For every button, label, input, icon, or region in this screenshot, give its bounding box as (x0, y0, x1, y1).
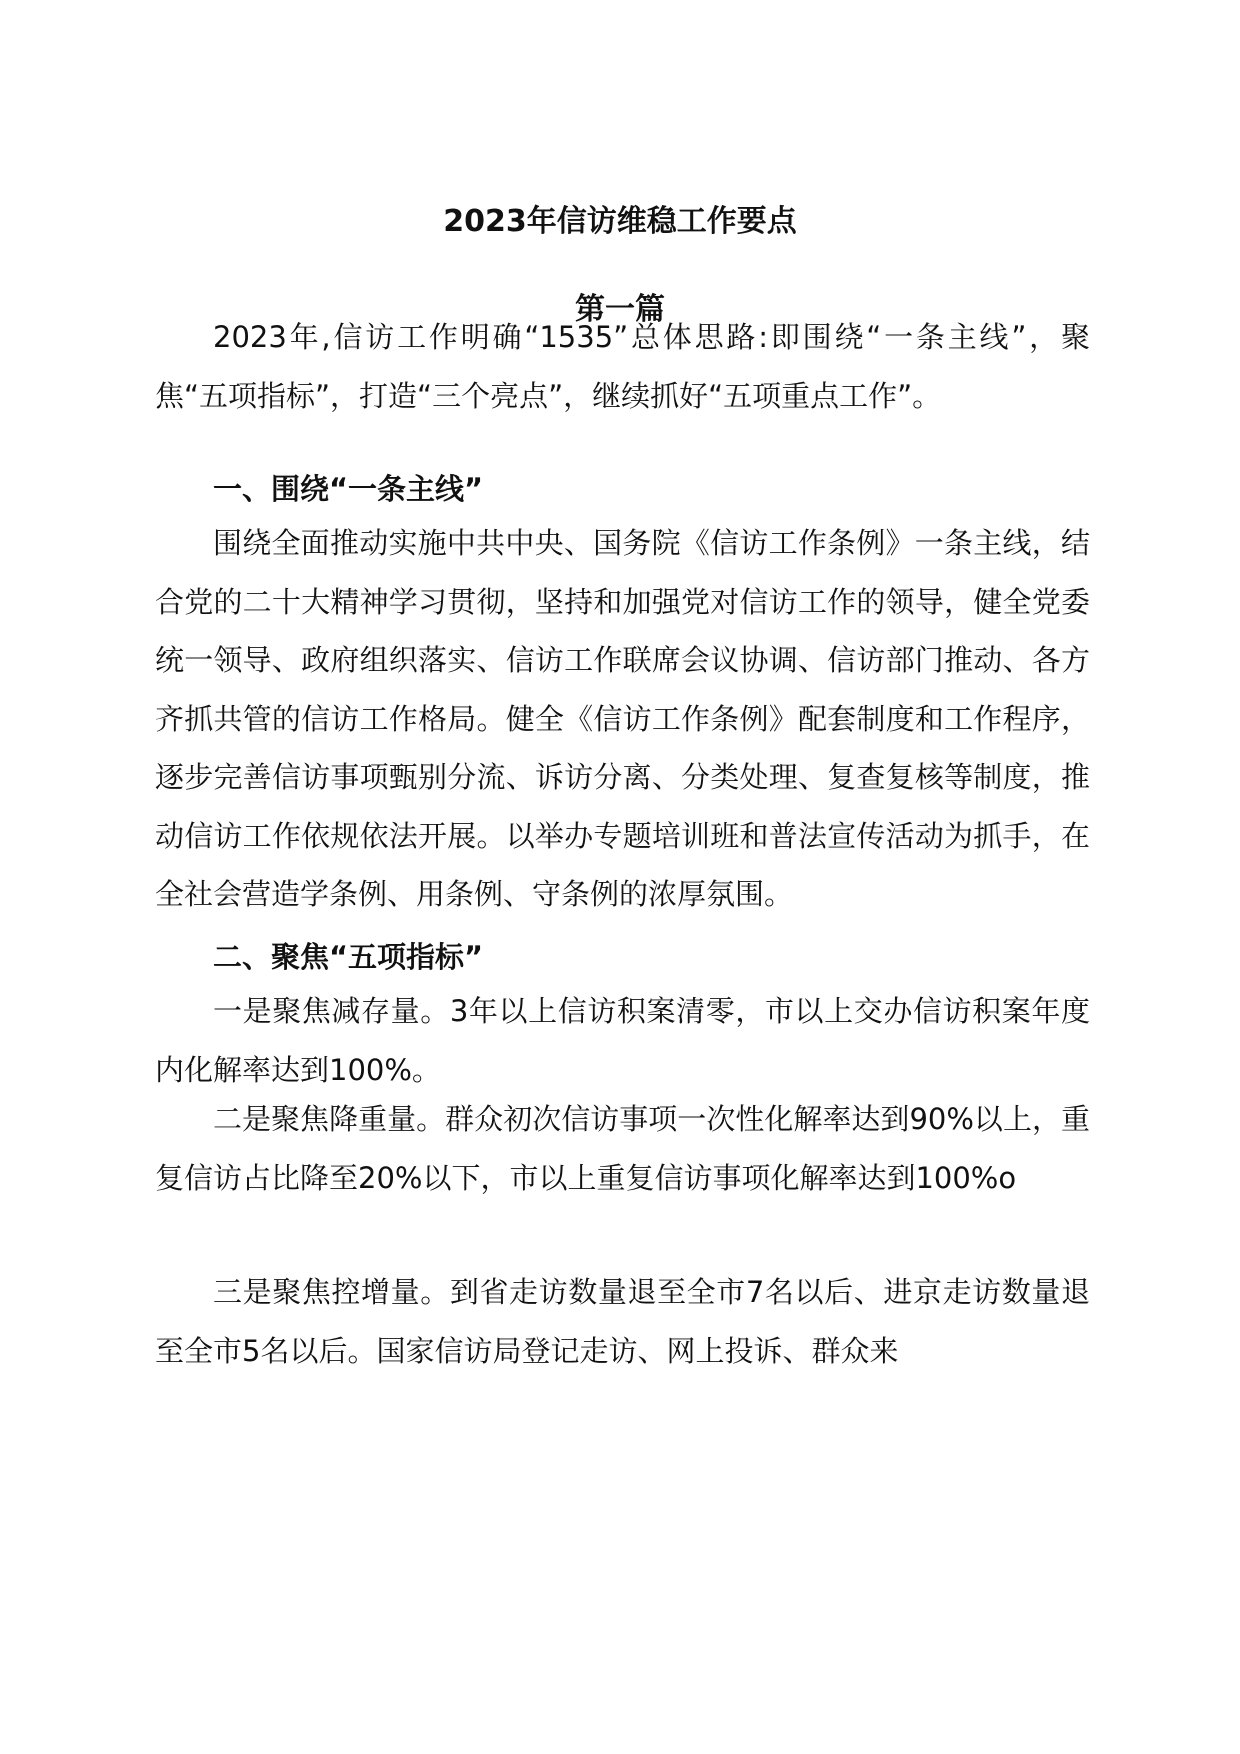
document-subtitle: 第一篇 (575, 292, 665, 327)
document-title: 2023年信访维稳工作要点 (443, 204, 797, 239)
section2-item1: 一是聚焦减存量。3年以上信访积案清零，市以上交办信访积案年度内化解率达到100%。 (155, 994, 1090, 1087)
section2-item2: 二是聚焦降重量。群众初次信访事项一次性化解率达到90%以上，重复信访占比降至20%以下，市以上重复信访事项化解率达到100%o (155, 1102, 1090, 1195)
section2-heading: 二、聚焦“五项指标” (213, 940, 484, 974)
intro-paragraph: 2023年,信访工作明确“1535”总体思路:即围绕“一条主线”，聚焦“五项指标”，打造“三个亮点”，继续抓好“五项重点工作”。 (155, 320, 1090, 413)
section1-heading: 一、围绕“一条主线” (213, 472, 484, 506)
section2-item3: 三是聚焦控增量。到省走访数量退至全市7名以后、进京走访数量退至全市5名以后。国家信访局登记走访、网上投诉、群众来 (155, 1275, 1090, 1368)
section1-paragraph: 围绕全面推动实施中共中央、国务院《信访工作条例》一条主线，结合党的二十大精神学习贯彻，坚持和加强党对信访工作的领导，健全党委统一领导、政府组织落实、信访工作联席会议协调、信访部门推动、各方齐抓共管的信访工作格局。健全《信访工作条例》配套制度和工作程序，逐步完善信访事项甄别分流、诉访分离、分类处理、复查复核等制度，推动信访工作依规依法开展。以举办专题培训班和普法宣传活动为抓手，在全社会营造学条例、用条例、守条例的浓厚氛围。 (155, 526, 1090, 911)
